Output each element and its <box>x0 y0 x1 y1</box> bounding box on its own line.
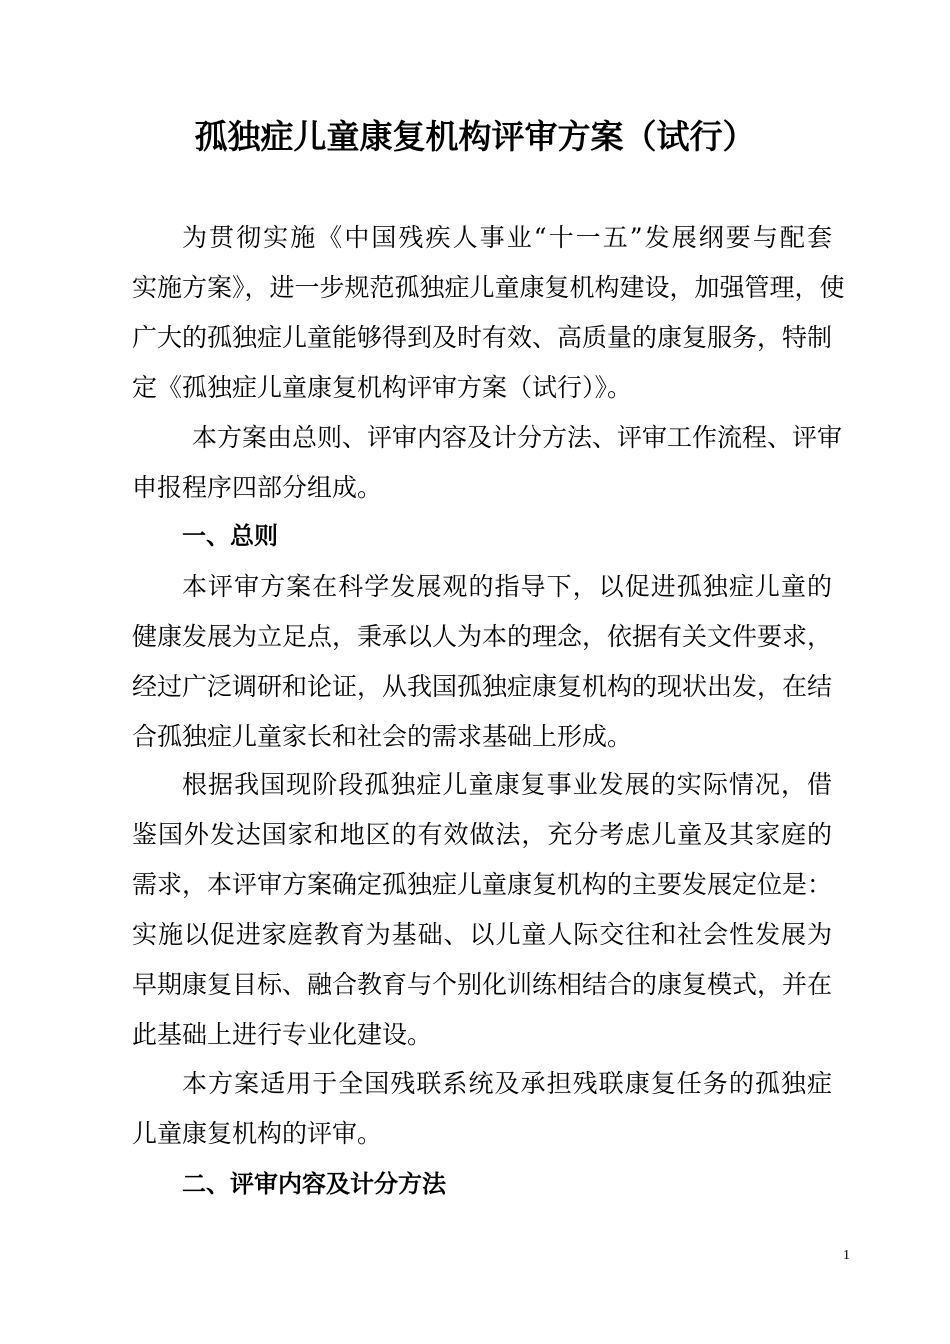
paragraph-line: 合孤独症儿童家长和社会的需求基础上形成。 <box>132 722 633 751</box>
paragraph-line: 此基础上进行专业化建设。 <box>132 1020 433 1049</box>
paragraph-intro <box>132 213 845 413</box>
paragraph-line: 经过广泛调研和论证，从我国孤独症康复机构的现状出发，在结 <box>132 672 833 701</box>
paragraph-line: 实施方案》，进一步规范孤独症儿童康复机构建设，加强管理，使 <box>132 273 845 302</box>
paragraph-line: 儿童康复机构的评审。 <box>132 1119 383 1148</box>
paragraph-scope <box>132 1059 832 1159</box>
paragraph-structure <box>132 413 843 513</box>
paragraph-line: 本方案适用于全国残联系统及承担残联康复任务的孤独症 <box>182 1069 832 1098</box>
section-heading-content: 二、评审内容及计分方法 <box>182 1170 446 1198</box>
paragraph-positioning <box>132 760 832 1060</box>
section-heading-general: 一、总则 <box>182 522 278 550</box>
paragraph-basis <box>132 562 832 762</box>
paragraph-line: 为贯彻实施《中国残疾人事业“十一五”发展纲要与配套 <box>182 223 832 252</box>
document-title: 孤独症儿童康复机构评审方案（试行） <box>194 117 756 156</box>
paragraph-line: 本评审方案在科学发展观的指导下，以促进孤独症儿童的 <box>182 572 832 601</box>
paragraph-line: 广大的孤独症儿童能够得到及时有效、高质量的康复服务，特制 <box>132 323 833 352</box>
page-number: 1 <box>843 1248 850 1263</box>
paragraph-line: 申报程序四部分组成。 <box>132 473 383 502</box>
paragraph-line: 需求，本评审方案确定孤独症儿童康复机构的主要发展定位是： <box>132 870 833 899</box>
paragraph-line: 早期康复目标、融合教育与个别化训练相结合的康复模式，并在 <box>132 970 833 999</box>
paragraph-line: 本方案由总则、评审内容及计分方法、评审工作流程、评审 <box>192 423 843 452</box>
paragraph-line: 健康发展为立足点，秉承以人为本的理念，依据有关文件要求， <box>132 622 833 651</box>
paragraph-line: 根据我国现阶段孤独症儿童康复事业发展的实际情况，借 <box>182 770 832 799</box>
paragraph-line: 鉴国外发达国家和地区的有效做法，充分考虑儿童及其家庭的 <box>132 820 832 849</box>
paragraph-line: 实施以促进家庭教育为基础、以儿童人际交往和社会性发展为 <box>132 920 832 949</box>
paragraph-line: 定《孤独症儿童康复机构评审方案（试行）》。 <box>132 373 633 402</box>
